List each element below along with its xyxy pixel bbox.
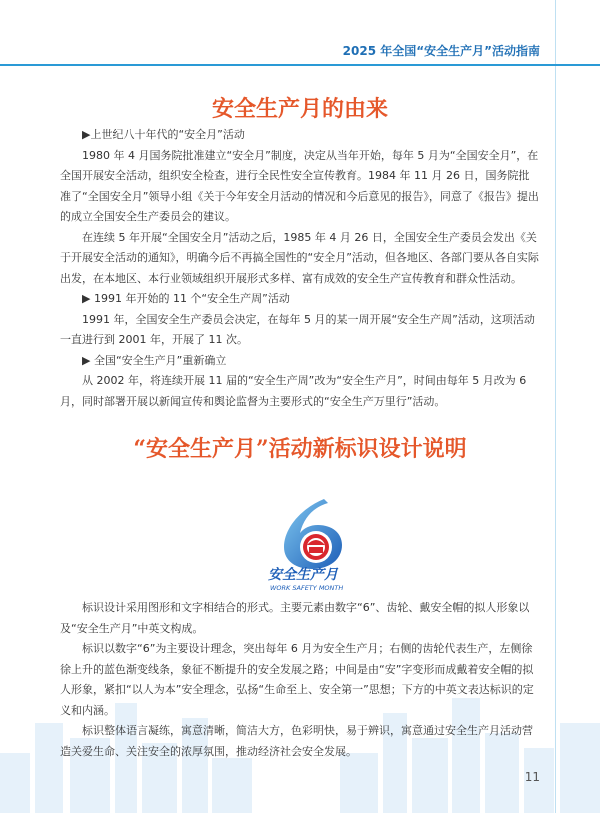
bullet-heading-1980s: ▶上世纪八十年代的“安全月”活动 (82, 128, 245, 141)
paragraph-1985: 在连续 5 年开展“全国安全月”活动之后，1985 年 4 月 26 日，全国安全生产委员会发出《关于开展安全活动的通知》，明确今后不再搞全国性的“安全月”活动，但各地区、各部门要从各自实际出发，在本地区、本行业领域组织开展形式多样、富有成效的安全生产宣传教育和群众性活动。 (60, 230, 539, 285)
safety-month-logo (260, 495, 380, 595)
paragraph-1991: 1991 年，全国安全生产委员会决定，在每年 5 月的某一周开展“安全生产周”活动，这项活动一直进行到 2001 年，开展了 11 次。 (60, 312, 535, 346)
logo-en-text: WORK SAFETY MONTH (270, 584, 344, 592)
bullet-heading-reestablished: ▶ 全国“安全生产月”重新确立 (82, 353, 227, 367)
section-origin-body (60, 125, 540, 412)
paragraph-logo-meaning: 标识整体语言凝练，寓意清晰，简洁大方，色彩明快，易于辨识，寓意通过安全生产月活动营造关爱生命、关注安全的浓厚氛围，推动经济社会安全发展。 (60, 724, 533, 758)
header-title: 2025 年全国“安全生产月”活动指南 (342, 44, 540, 58)
logo-graphic-icon (260, 495, 380, 595)
paragraph-1980: 1980 年 4 月国务院批准建立“安全月”制度，决定从当年开始，每年 5 月为“全国安全月”，在全国开展安全活动，组织安全检查，进行全民性安全宣传教育。1984 年 11 月 26 日，国务院批准了“全国安全月”领导小组《关于今年安全月活动的情况和今后意见的报告》，同意了《报告》提出的成立全国安全生产委员会的建议。 (60, 148, 539, 223)
logo-cn-text: 安全生产月 (268, 567, 338, 583)
section-title-origin: 安全生产月的由来 (211, 96, 388, 122)
header-rule (0, 64, 600, 66)
paragraph-2002: 从 2002 年，将连续开展 11 届的“安全生产周”改为“安全生产月”，时间由每年 5 月改为 6 月，同时部署开展以新闻宣传和舆论监督为主要形式的“安全生产万里行”活动。 (60, 374, 527, 408)
section-title-logo: “安全生产月”活动新标识设计说明 (133, 436, 467, 462)
paragraph-logo-concept: 标识以数字“6”为主要设计理念，突出每年 6 月为安全生产月；右侧的齿轮代表生产，左侧徐徐上升的蓝色渐变线条，象征不断提升的安全发展之路；中间是由“安”字变形而成戴着安全帽的拟人形象，紧扣“以人为本”安全理念，弘扬“生命至上、安全第一”思想；下方的中英文表达标识的定义和内涵。 (60, 642, 534, 717)
section-logo-body (60, 598, 540, 762)
page-number: 11 (524, 770, 540, 784)
paragraph-logo-form: 标识设计采用图形和文字相结合的形式。主要元素由数字“6”、齿轮、戴安全帽的拟人形象以及“安全生产月”中英文构成。 (60, 601, 530, 635)
bullet-heading-1991: ▶ 1991 年开始的 11 个“安全生产周”活动 (82, 292, 290, 305)
